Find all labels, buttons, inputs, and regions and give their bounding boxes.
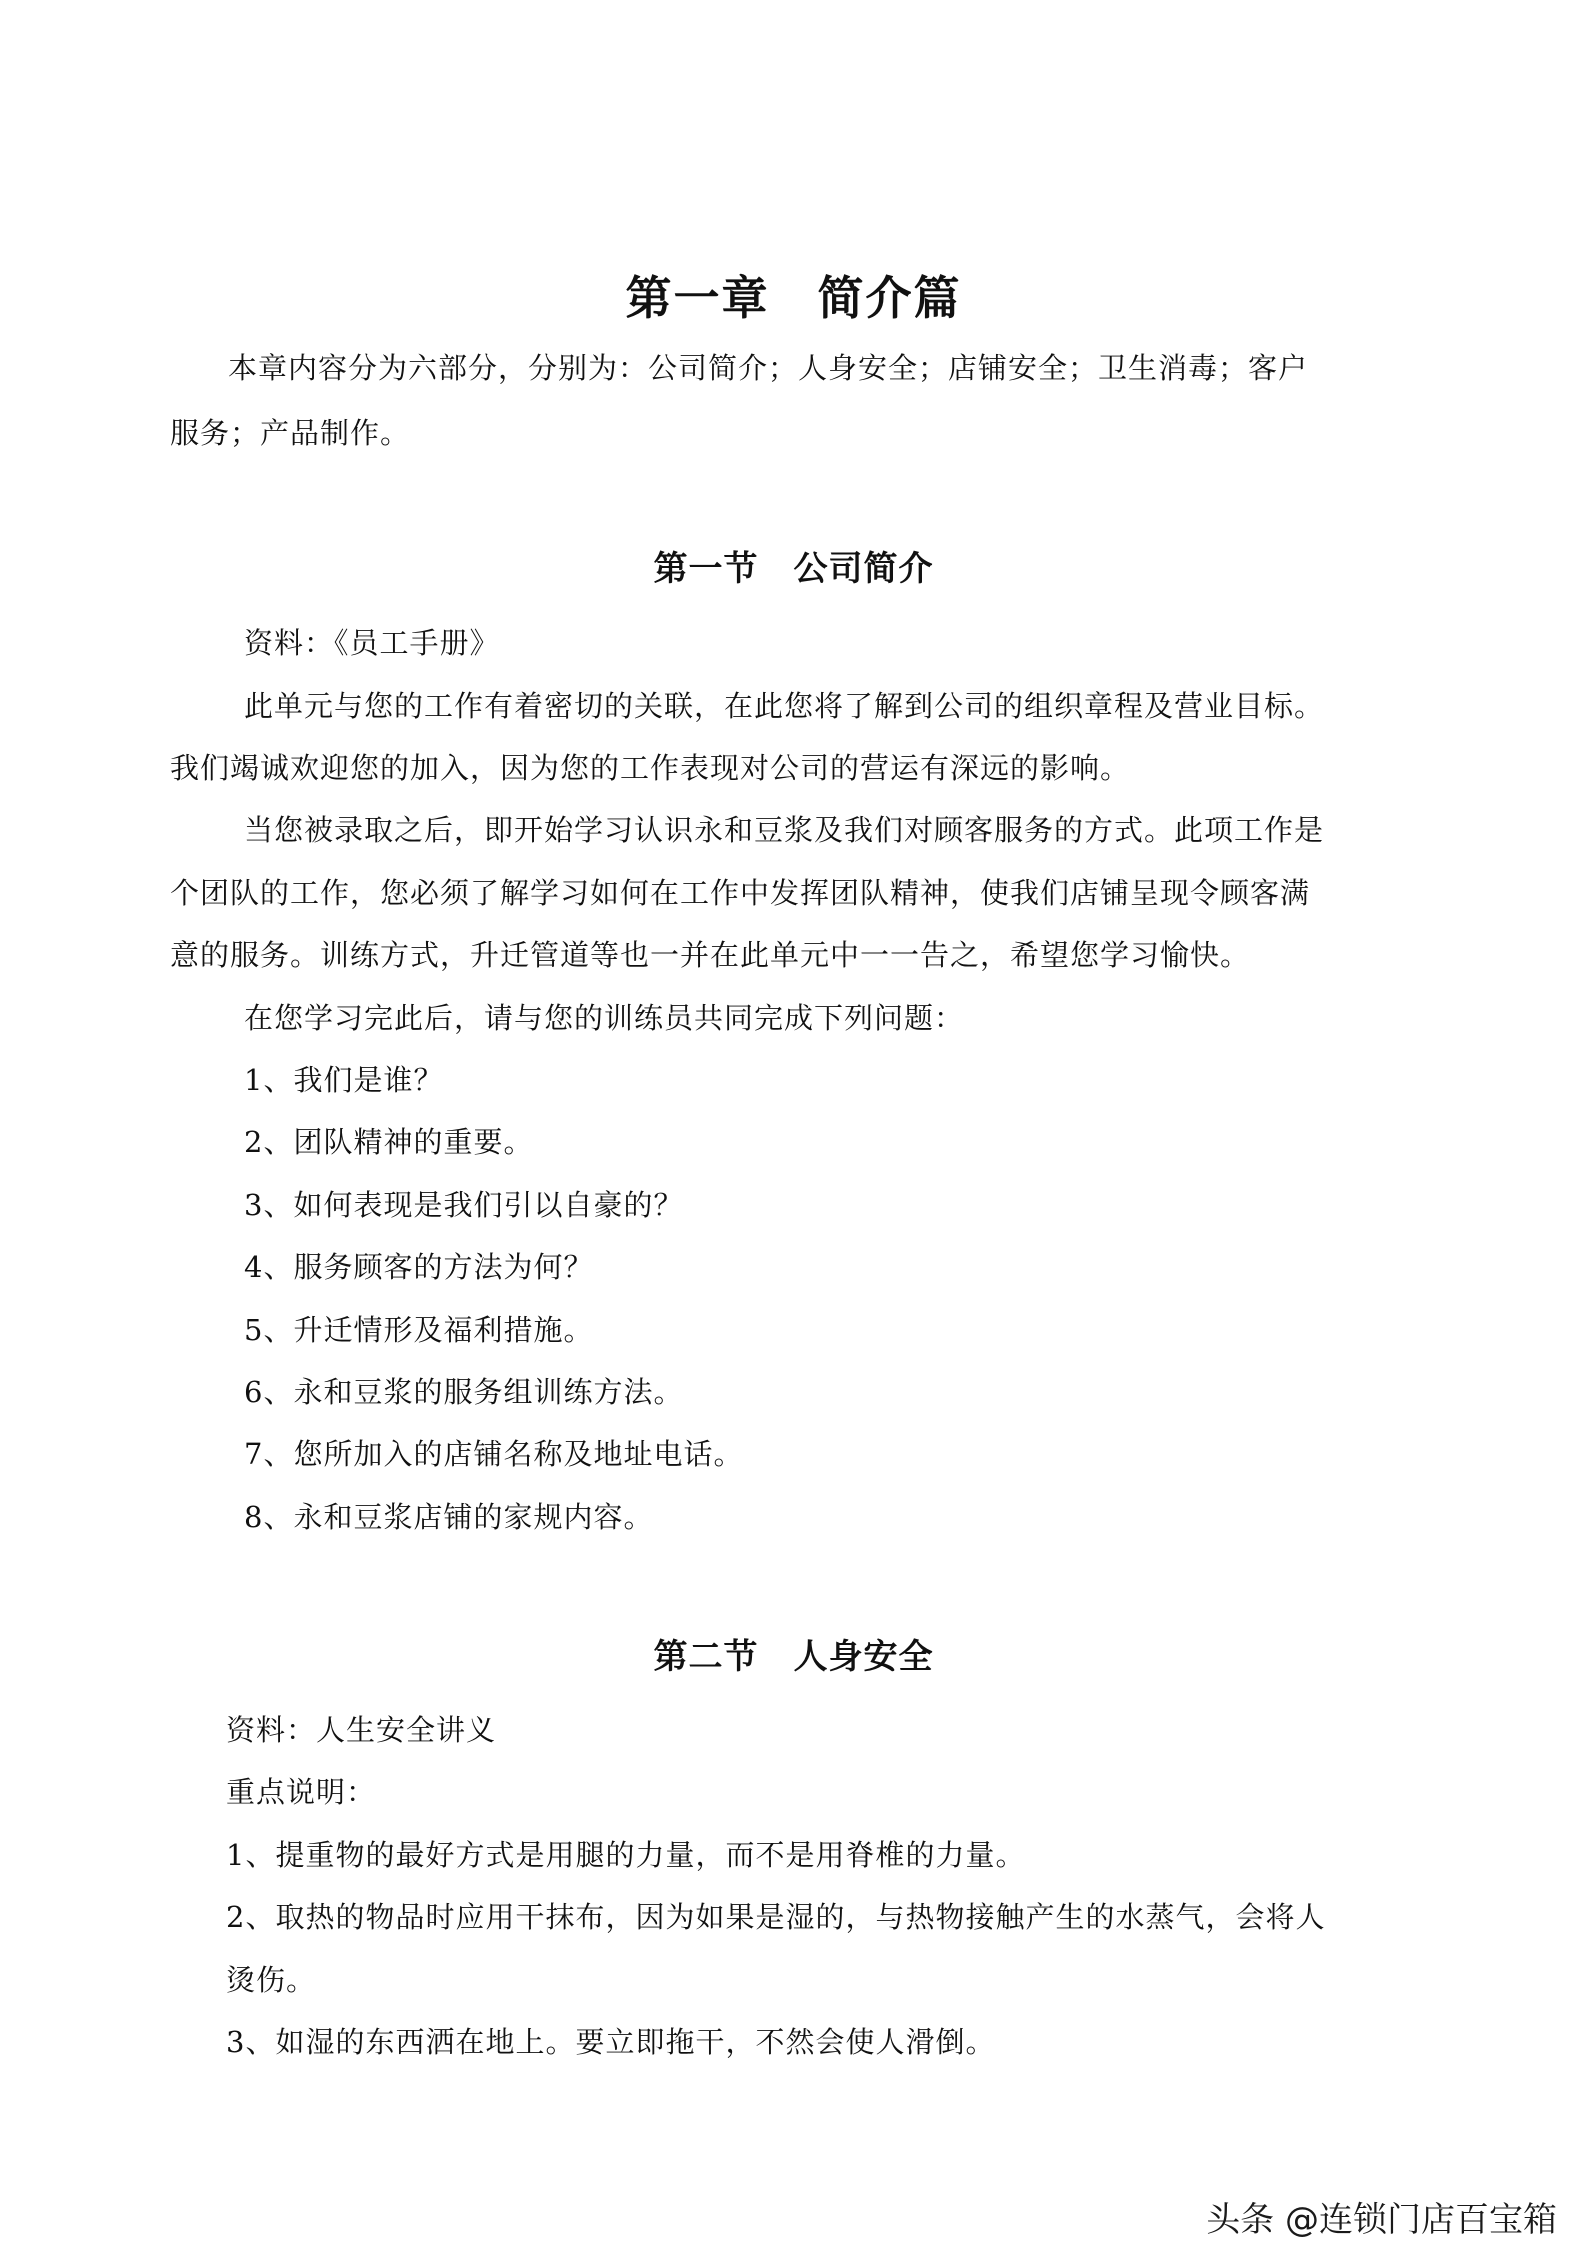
section-2-source: 资料：人生安全讲义 — [226, 1713, 497, 1747]
list-item: 7、您所加入的店铺名称及地址电话。 — [244, 1437, 744, 1471]
section-1-title: 第一节 公司简介 — [653, 549, 934, 589]
list-item: 2、团队精神的重要。 — [244, 1125, 534, 1159]
list-item: 1、我们是谁？ — [244, 1063, 444, 1097]
section-1-para-1-line-1: 此单元与您的工作有着密切的关联，在此您将了解到公司的组织章程及营业目标。 — [244, 689, 1325, 723]
section-2-point-3: 3、如湿的东西洒在地上。要立即拖干，不然会使人滑倒。 — [226, 2025, 996, 2059]
list-item: 6、永和豆浆的服务组训练方法。 — [244, 1375, 684, 1409]
section-2-title: 第二节 人身安全 — [653, 1637, 934, 1677]
section-2-point-1: 1、提重物的最好方式是用腿的力量，而不是用脊椎的力量。 — [226, 1838, 1026, 1872]
list-item: 8、永和豆浆店铺的家规内容。 — [244, 1500, 654, 1534]
section-2-key-points-label: 重点说明： — [226, 1775, 377, 1809]
list-item: 4、服务顾客的方法为何？ — [244, 1250, 594, 1284]
watermark-text: 头条 @连锁门店百宝箱 — [1206, 2200, 1557, 2240]
chapter-intro-line-2: 服务；产品制作。 — [170, 416, 411, 450]
section-1-para-3: 在您学习完此后，请与您的训练员共同完成下列问题： — [244, 1001, 965, 1035]
section-1-para-2-line-1: 当您被录取之后，即开始学习认识永和豆浆及我们对顾客服务的方式。此项工作是 — [244, 813, 1325, 847]
section-2-point-2-line-2: 烫伤。 — [226, 1963, 317, 1997]
section-1-para-2-line-2: 个团队的工作，您必须了解学习如何在工作中发挥团队精神，使我们店铺呈现令顾客满 — [170, 876, 1311, 910]
list-item: 3、如何表现是我们引以自豪的？ — [244, 1188, 684, 1222]
chapter-intro-line-1: 本章内容分为六部分，分别为：公司简介；人身安全；店铺安全；卫生消毒；客户 — [228, 351, 1309, 385]
section-2-point-2-line-1: 2、取热的物品时应用干抹布，因为如果是湿的，与热物接触产生的水蒸气，会将人 — [226, 1900, 1326, 1934]
list-item: 5、升迁情形及福利措施。 — [244, 1313, 594, 1347]
section-1-source: 资料：《员工手册》 — [244, 626, 500, 660]
chapter-title: 第一章 简介篇 — [625, 271, 962, 325]
section-1-para-1-line-2: 我们竭诚欢迎您的加入，因为您的工作表现对公司的营运有深远的影响。 — [170, 751, 1131, 785]
section-1-para-2-line-3: 意的服务。训练方式，升迁管道等也一并在此单元中一一告之，希望您学习愉快。 — [170, 938, 1251, 972]
